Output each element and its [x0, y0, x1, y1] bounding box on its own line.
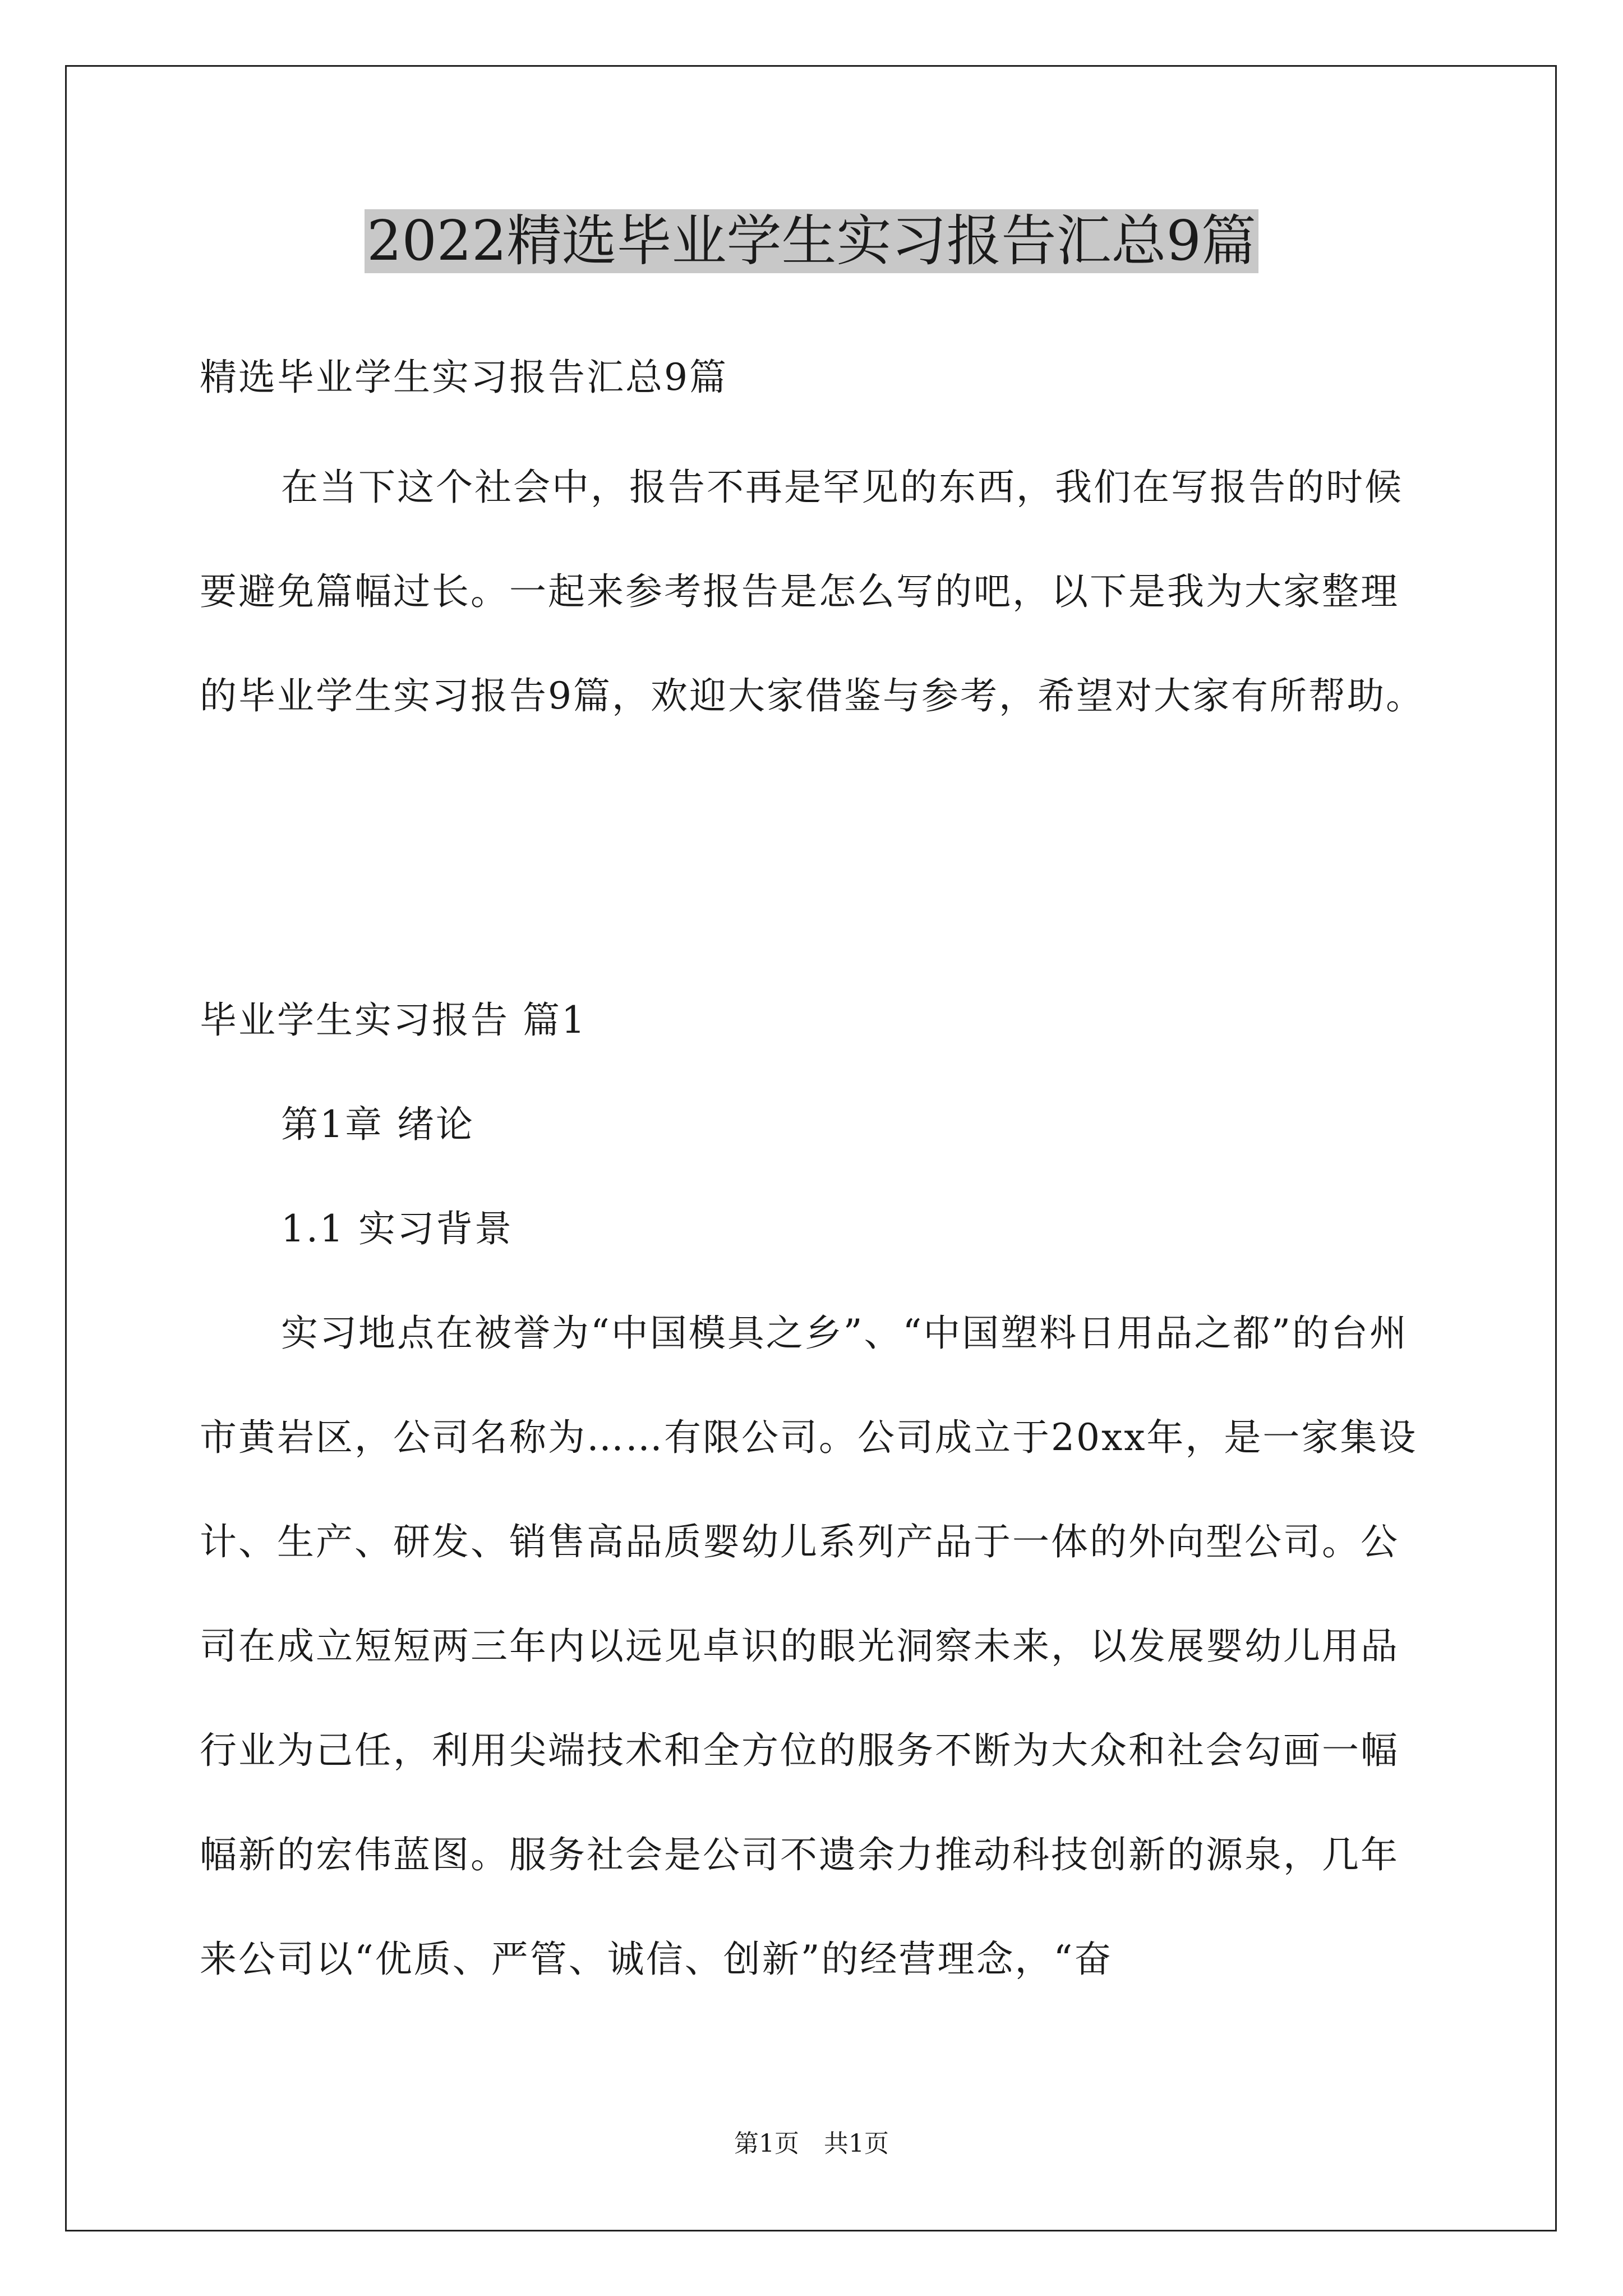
body-paragraph: 实习地点在被誉为“中国模具之乡”、“中国塑料日用品之都”的台州市黄岩区，公司名称为……有限公司。公司成立于20xx年，是一家集设计、生产、研发、销售高品质婴幼儿系列产品于一体的外向型公司。公司在成立短短两三年内以远见卓识的眼光洞察未来，以发展婴幼儿用品行业为己任，利用尖端技术和全方位的服务不断为大众和社会勾画一幅幅新的宏伟蓝图。服务社会是公司不遗余力推动科技创新的源泉，几年来公司以“优质、严管、诚信、创新”的经营理念，“奋 — [200, 1312, 1418, 1981]
intro-paragraph: 在当下这个社会中，报告不再是罕见的东西，我们在写报告的时候要避免篇幅过长。一起来参考报告是怎么写的吧，以下是我为大家整理的毕业学生实习报告9篇，欢迎大家借鉴与参考，希望对大家有所帮助。 — [200, 466, 1424, 717]
intro-heading: 精选毕业学生实习报告汇总9篇 — [200, 356, 728, 399]
section-heading: 毕业学生实习报告 篇1 — [200, 999, 587, 1042]
document-title — [0, 202, 1623, 280]
page-footer: 第1页 共1页 — [734, 2129, 889, 2158]
document-title-text: 2022精选毕业学生实习报告汇总9篇 — [365, 209, 1258, 273]
subsection-heading: 1.1 实习背景 — [281, 1207, 513, 1250]
chapter-heading: 第1章 绪论 — [281, 1103, 474, 1146]
